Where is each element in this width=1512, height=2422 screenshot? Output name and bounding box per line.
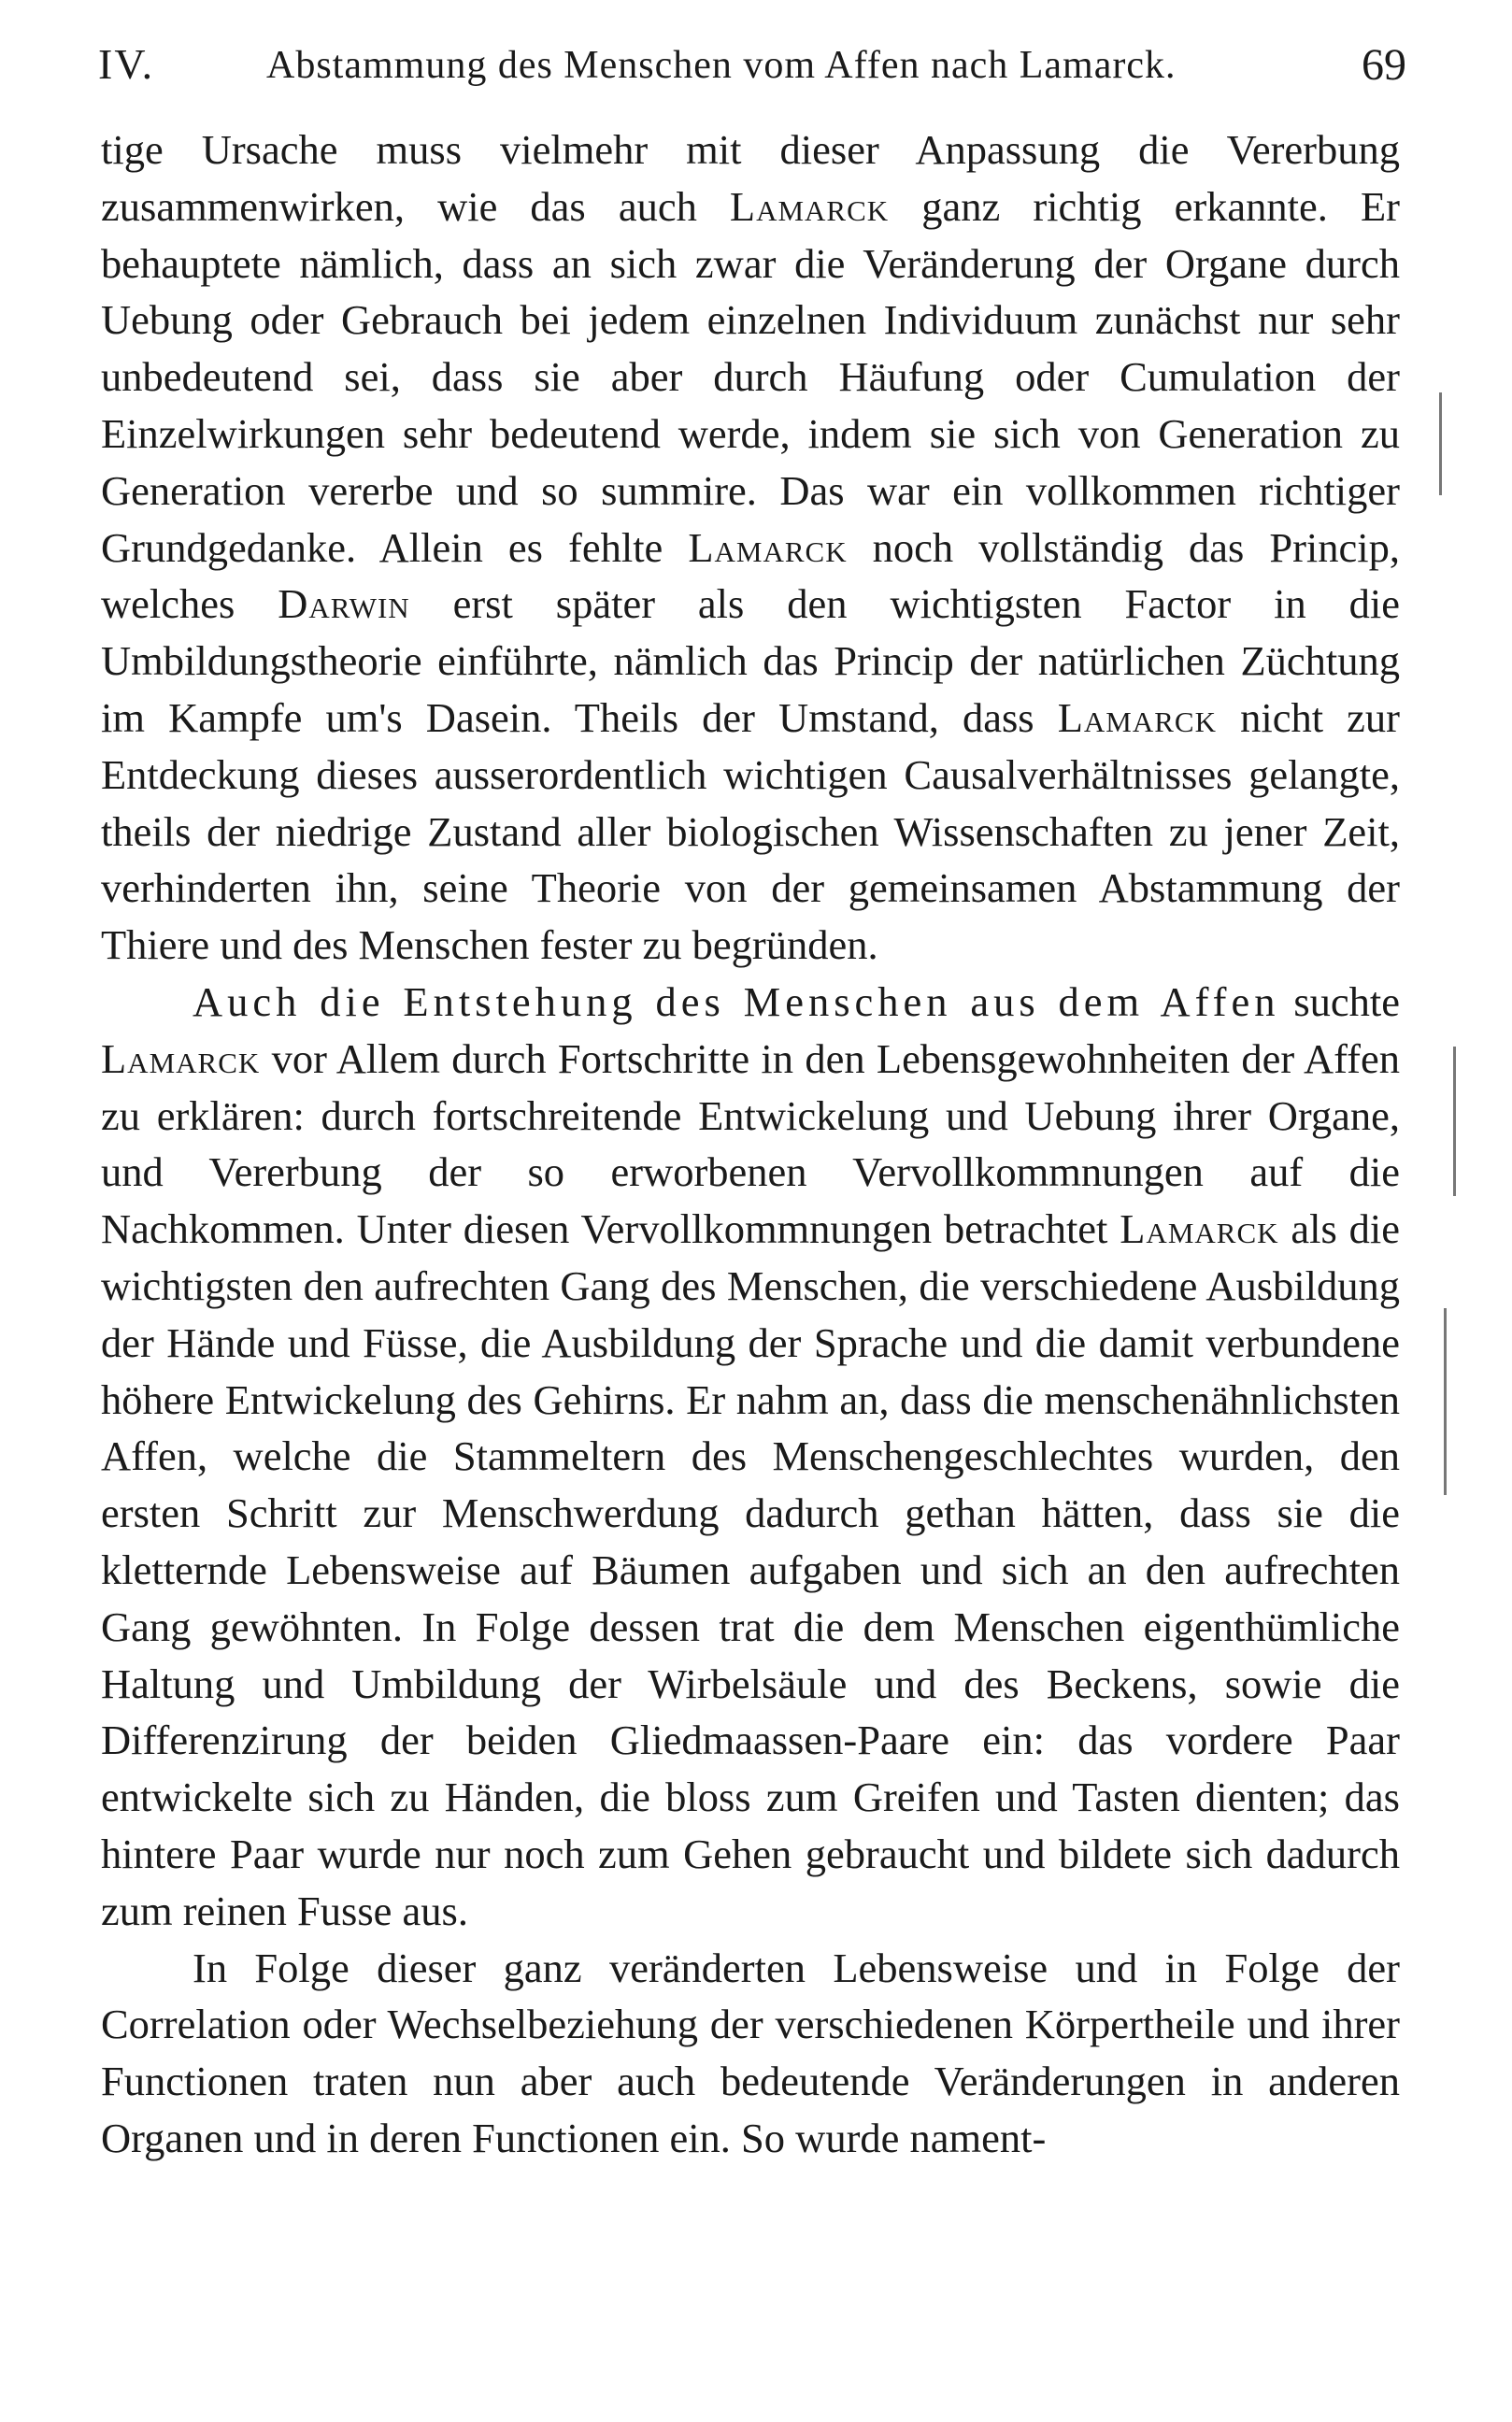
name-lamarck: Lamarck (1057, 693, 1217, 741)
name-lamarck: Lamarck (101, 1034, 261, 1082)
text-run: erst später als den wichtigsten Factor in die Umbildungstheorie einführte, nämlich das Princip der natürlichen Züchtung im Kampfe um's Dasein. Theils der Umstand, dass (101, 580, 1400, 741)
spaced-emphasis: Auch die Entstehung des Menschen aus dem Affen (193, 977, 1280, 1025)
text-run: ganz richtig erkannte. Er behauptete nämlich, dass an sich zwar die Veränderung der Organe durch Uebung oder Gebrauch bei jedem einzelnen Individuum zunächst nur sehr unbedeutend sei, dass sie aber durch Häufung oder Cumulation der Einzelwirkungen sehr bedeutend werde, indem sie sich von Generation zu Generation vererbe und so summire. Das war ein vollkommen richtiger Grundgedanke. Allein es fehlte (101, 182, 1400, 571)
running-title: Abstammung des Menschen vom Affen nach Lamarck. (266, 44, 1177, 87)
text-run: In Folge dieser ganz veränderten Lebensweise und in Folge der Correlation oder Wechselbeziehung der verschiedenen Körpertheile und ihrer Functionen traten nun aber auch bedeutende Veränderungen in anderen Organen und in deren Functionen ein. So wurde nament- (101, 1944, 1400, 2161)
paragraph-2 (101, 974, 1400, 1940)
text-run: als die wichtigsten den aufrechten Gang des Menschen, die verschiedene Ausbildung der Hände und Füsse, die Ausbildung der Sprache und die damit verbundene höhere Entwickelung des Gehirns. Er nahm an, dass die menschenähnlichsten Affen, welche die Stammeltern des Menschengeschlechtes wurden, den ersten Schritt zur Menschwerdung dadurch gethan hätten, dass sie die kletternde Lebensweise auf Bäumen aufgaben und sich an den aufrechten Gang gewöhnten. In Folge dessen trat die dem Menschen eigenthümliche Haltung und Umbildung der Wirbelsäule und des Beckens, sowie die Differenzirung der beiden Gliedmaassen-Paare ein: das vordere Paar entwickelte sich zu Händen, die bloss zum Greifen und Tasten dienten; das hintere Paar wurde nur noch zum Gehen gebraucht und bildete sich dadurch zum reinen Fusse aus. (101, 1205, 1400, 1934)
text-run: noch vollständig das Princip, welches (101, 523, 1400, 628)
margin-bracket (1453, 1047, 1456, 1196)
text-run: nicht zur Entdeckung dieses ausserordentlich wichtigen Causalverhältnisses gelangte, theils der niedrige Zustand aller biologischen Wissenschaften zu jener Zeit, verhinderten ihn, seine Theorie von der gemeinsamen Abstammung der Thiere und des Menschen fester zu begründen. (101, 693, 1400, 969)
name-lamarck: Lamarck (729, 182, 890, 230)
margin-bracket (1439, 392, 1442, 495)
text-run: tige Ursache muss vielmehr mit dieser Anpassung die Vererbung zusammenwirken, wie das auch (101, 126, 1400, 230)
running-header (98, 39, 1406, 105)
margin-bracket (1444, 1308, 1447, 1495)
text-run: vor Allem durch Fortschritte in den Lebensgewohnheiten der Affen zu erklären: durch fortschreitende Entwickelung und Uebung ihrer Organe, und Vererbung der so erworbenen Vervollkommnungen auf die Nachkommen. Unter diesen Vervollkommnungen betrachtet (101, 1034, 1400, 1253)
name-lamarck: Lamarck (1120, 1205, 1279, 1253)
paragraph-1 (101, 121, 1400, 974)
body-text (101, 121, 1400, 2167)
chapter-number: IV. (98, 40, 155, 88)
page-number: 69 (1362, 40, 1406, 90)
name-lamarck: Lamarck (688, 523, 848, 571)
name-darwin: Darwin (278, 580, 410, 628)
text-run: suchte (1279, 977, 1401, 1025)
paragraph-3 (101, 1940, 1400, 2167)
